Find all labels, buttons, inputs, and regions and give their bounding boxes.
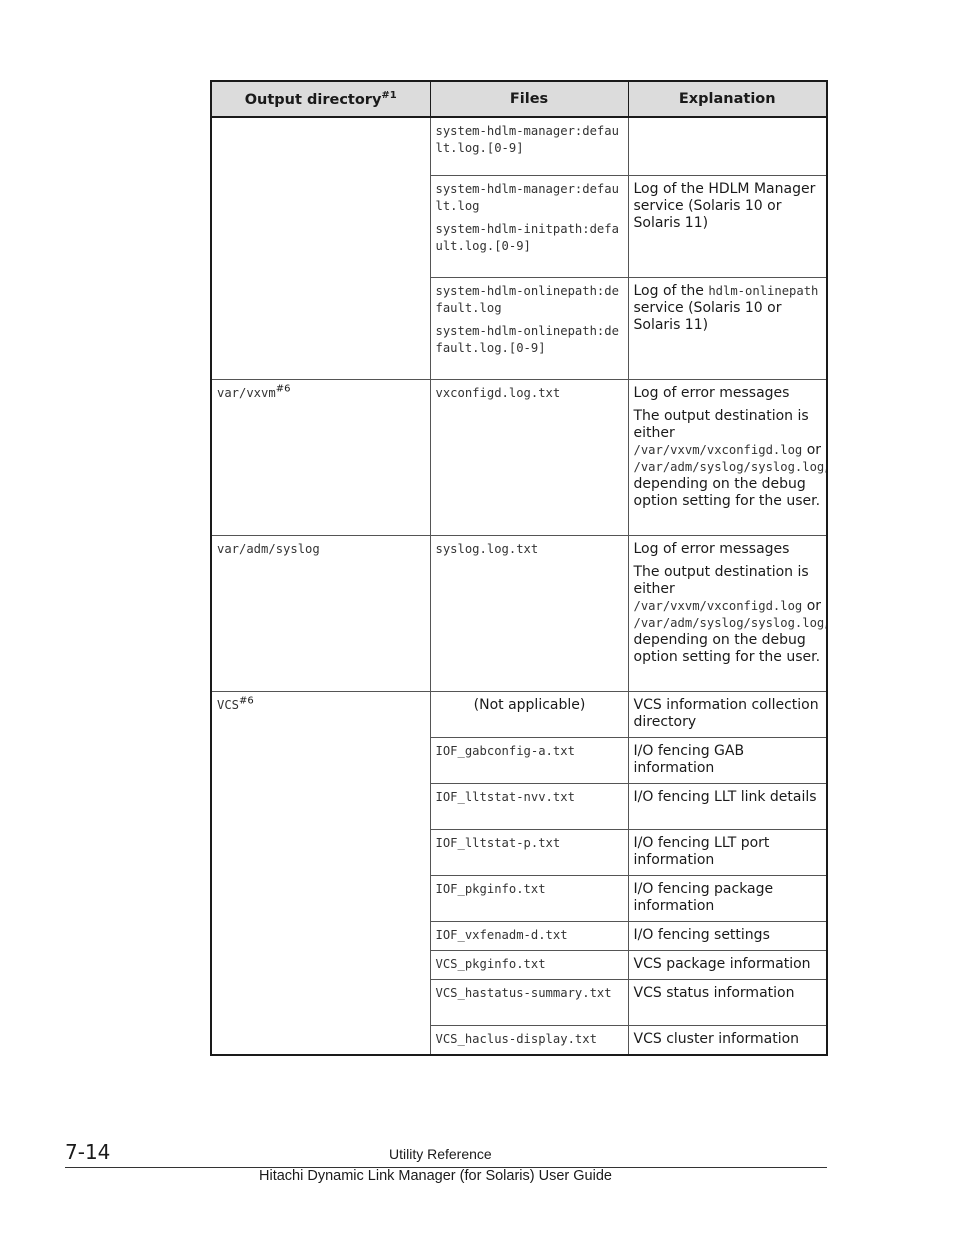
file-name: VCS_haclus-display.txt: [435, 1031, 597, 1046]
files-cell: [430, 783, 628, 829]
files-cell: [430, 829, 628, 875]
explanation-cell: [628, 691, 827, 737]
file-name: system-hdlm-onlinepath:default.log.[0-9]: [435, 323, 619, 355]
explanation-cell: [628, 277, 827, 379]
inline-path: /var/vxvm/vxconfigd.log: [633, 442, 803, 457]
explanation-text: Log of the hdlm-onlinepath service (Solaris 10 or Solaris 11): [633, 282, 819, 333]
explanation-cell: [628, 535, 827, 691]
directory-name: VCS: [217, 697, 240, 712]
files-cell: [430, 379, 628, 535]
files-cell: [430, 535, 628, 691]
table-header-row: [211, 81, 827, 117]
header-footnote-ref: #1: [381, 90, 397, 102]
explanation-detail: The output destination is either /var/vxvm/vxconfigd.log or /var/adm/syslog/syslog.log, depending on the debug option setting for the user.: [633, 563, 829, 665]
file-name: system-hdlm-initpath:default.log.[0-9]: [435, 221, 619, 253]
file-name: VCS_pkginfo.txt: [435, 956, 546, 971]
guide-title: Hitachi Dynamic Link Manager (for Solaris) User Guide: [259, 1168, 612, 1184]
inline-path: /var/adm/syslog/syslog.log: [633, 615, 825, 630]
page-number: 7-14: [65, 1140, 111, 1164]
header-files: Files: [430, 81, 628, 117]
explanation-cell: [628, 783, 827, 829]
file-name: IOF_pkginfo.txt: [435, 881, 546, 896]
dir-cell: [211, 535, 430, 691]
explanation-text: Log of the HDLM Manager service (Solaris 10 or Solaris 11): [633, 180, 816, 231]
files-cell: [430, 737, 628, 783]
explanation-cell: [628, 737, 827, 783]
explanation-text: VCS information collection directory: [633, 696, 819, 730]
explanation-text: I/O fencing settings: [633, 926, 770, 943]
dir-cell: [211, 691, 430, 1055]
dir-cell: [211, 117, 430, 379]
explanation-detail: The output destination is either /var/vxvm/vxconfigd.log or /var/adm/syslog/syslog.log, depending on the debug option setting for the user.: [633, 407, 829, 509]
files-cell: [430, 921, 628, 950]
file-name: system-hdlm-onlinepath:default.log: [435, 283, 619, 315]
explanation-cell: [628, 921, 827, 950]
file-name: system-hdlm-manager:default.log.[0-9]: [435, 124, 619, 155]
file-name: syslog.log.txt: [435, 541, 539, 556]
inline-path: hdlm-onlinepath: [708, 283, 819, 298]
explanation-cell: [628, 875, 827, 921]
files-cell: [430, 950, 628, 979]
explanation-text: Log of error messages: [633, 540, 790, 557]
not-applicable-text: (Not applicable): [473, 696, 586, 713]
directory-footnote-ref: #6: [275, 382, 291, 394]
files-cell: [430, 1025, 628, 1055]
table-row: [211, 691, 827, 737]
explanation-text: Log of error messages: [633, 384, 790, 401]
file-name: IOF_lltstat-p.txt: [435, 835, 561, 850]
directory-name: var/adm/syslog: [217, 541, 320, 556]
directory-name: var/vxvm: [217, 385, 276, 400]
file-name: VCS_hastatus-summary.txt: [435, 985, 612, 1000]
explanation-cell: [628, 175, 827, 277]
file-name: system-hdlm-manager:default.log: [435, 181, 619, 213]
explanation-text: VCS status information: [633, 984, 795, 1001]
header-explanation: Explanation: [628, 81, 827, 117]
explanation-text: I/O fencing GAB information: [633, 742, 745, 776]
files-cell: [430, 691, 628, 737]
explanation-text: I/O fencing package information: [633, 880, 774, 914]
explanation-text: I/O fencing LLT port information: [633, 834, 770, 868]
file-name: IOF_vxfenadm-d.txt: [435, 927, 568, 942]
inline-path: /var/adm/syslog/syslog.log: [633, 459, 825, 474]
table-row: [211, 379, 827, 535]
dir-cell: [211, 379, 430, 535]
directory-footnote-ref: #6: [239, 694, 254, 706]
files-cell: [430, 979, 628, 1025]
header-output-directory: Output directory$^{\#1}$: [211, 81, 430, 117]
file-name: IOF_lltstat-nvv.txt: [435, 789, 575, 804]
explanation-text: VCS package information: [633, 955, 811, 972]
explanation-cell: [628, 117, 827, 175]
output-file-table: [210, 80, 828, 1056]
explanation-cell: [628, 379, 827, 535]
explanation-cell: [628, 950, 827, 979]
explanation-text: VCS cluster information: [633, 1030, 800, 1047]
files-cell: [430, 175, 628, 277]
table-row: [211, 535, 827, 691]
explanation-cell: [628, 1025, 827, 1055]
inline-path: /var/vxvm/vxconfigd.log: [633, 598, 803, 613]
explanation-cell: [628, 979, 827, 1025]
files-cell: [430, 277, 628, 379]
explanation-cell: [628, 829, 827, 875]
files-cell: [430, 875, 628, 921]
file-name: IOF_gabconfig-a.txt: [435, 743, 575, 758]
section-title: Utility Reference: [389, 1146, 492, 1162]
file-name: vxconfigd.log.txt: [435, 385, 561, 400]
table-row: [211, 117, 827, 175]
files-cell: [430, 117, 628, 175]
explanation-text: I/O fencing LLT link details: [633, 788, 817, 805]
